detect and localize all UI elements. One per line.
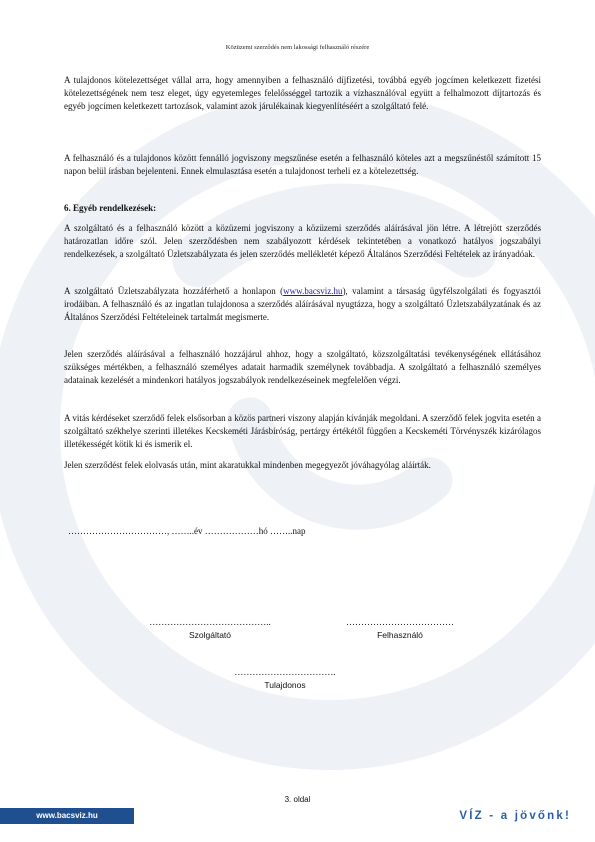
website-link[interactable]: www.bacsviz.hu [283,286,343,296]
signature-label: Tulajdonos [264,680,306,690]
signature-user [335,617,465,640]
paragraph-text: A felhasználó és a tulajdonos között fennálló jogviszony megszűnése esetén a felhasználó köteles azt a megszűnéstől számított 15 napon belül írásban bejelenteni. Ennek elmulasztása esetén a tulajdonost terheli ez a kötelezettség. [64,153,541,177]
signature-service-provider [140,617,280,640]
signature-label: Szolgáltató [188,630,232,640]
signature-line: ……………………………. [234,667,336,677]
paragraph-personal-data [64,348,541,388]
paragraph-text: Jelen szerződés aláírásával a felhasználó hozzájárul ahhoz, hogy a szolgáltató, közszolgáltatási tevékenységének ellátásához szükséges mértékben, a felhasználó személyes adatait harmadik személynek továbbadja. A szolgáltató a felhasználó személyes adatainak kezelését a mindenkori hatályos jogszabályok rendelkezéseinek megfelelően végzi. [64,349,541,386]
signature-label: Felhasználó [377,630,423,640]
footer-slogan: VÍZ - a jövőnk! [459,810,571,822]
section-heading: 6. Egyéb rendelkezések: [64,203,157,213]
signature-line: ……………………………… [346,617,454,627]
paragraph-text-part: A szolgáltató Üzletszabályzata hozzáférhető a honlapon ( [64,286,284,296]
signature-line: ………………………………….. [149,617,271,627]
paragraph-disputes [64,412,541,452]
paragraph-contract-formation [64,222,541,262]
page-header: Közüzemi szerződés nem lakossági felhasználó részére [225,44,370,51]
paragraph-business-rules [64,285,541,325]
footer-website[interactable]: www.bacsviz.hu [0,808,134,824]
paragraph-owner-liability [64,74,541,114]
paragraph-approval [64,459,541,472]
paragraph-text: A tulajdonos kötelezettséget vállal arra, hogy amennyiben a felhasználó díjfizetési, továbbá egyéb jogcímen keletkezett fizetési kötelezettségének nem tesz eleget, úgy egyetemleges felelősséggel tartozik a vízhasználóval együtt a felhalmozott díjtartozás és egyéb jogcímen keletkezett tartozások, valamint azok járulékainak kiegyenlítéséért a szolgáltató felé. [64,75,541,112]
paragraph-text: A szolgáltató és a felhasználó között a közüzemi jogviszony a közüzemi szerződés aláírásával jön létre. A létrejött szerződés határozatlan időre szól. Jelen szerződésben nem szabályozott kérdések tekintetében a vonatkozó hatályos jogszabályi rendelkezések, a szolgáltató Üzletszabályzata és jelen szerződés mellékletét képező Általános Szerződési Feltételek az irányadóak. [64,223,541,260]
paragraph-text: A vitás kérdéseket szerződő felek elsősorban a közös partneri viszony alapján kívánják megoldani. A szerződő felek jogvita esetén a szolgáltató székhelye szerinti illetékes Kecskeméti Járásbíróság, pertárgy értékétől függően a Kecskeméti Törvényszék kizárólagos illetékességét kötik ki és ismerik el. [64,413,541,450]
page-number: 3. oldal [284,795,311,804]
paragraph-text: Jelen szerződést felek elolvasás után, mint akaratukkal mindenben megegyezőt jóváhagyólag aláírták. [64,460,431,470]
date-line: ……………………………, ……..év ………………hó ……..nap [68,526,306,536]
paragraph-text-part: ), valamint a társaság ügyfélszolgálati és fogyasztói irodáiban. A felhasználó és az ingatlan tulajdonosa a szerződés aláírásával nyugtázza, hogy a szolgáltató Üzletszabályzatának és az Általános Szerződési Feltételeinek tartalmát megismerte. [64,286,541,323]
signature-owner [215,667,355,690]
paragraph-text [64,285,541,325]
paragraph-termination-notice [64,152,541,178]
